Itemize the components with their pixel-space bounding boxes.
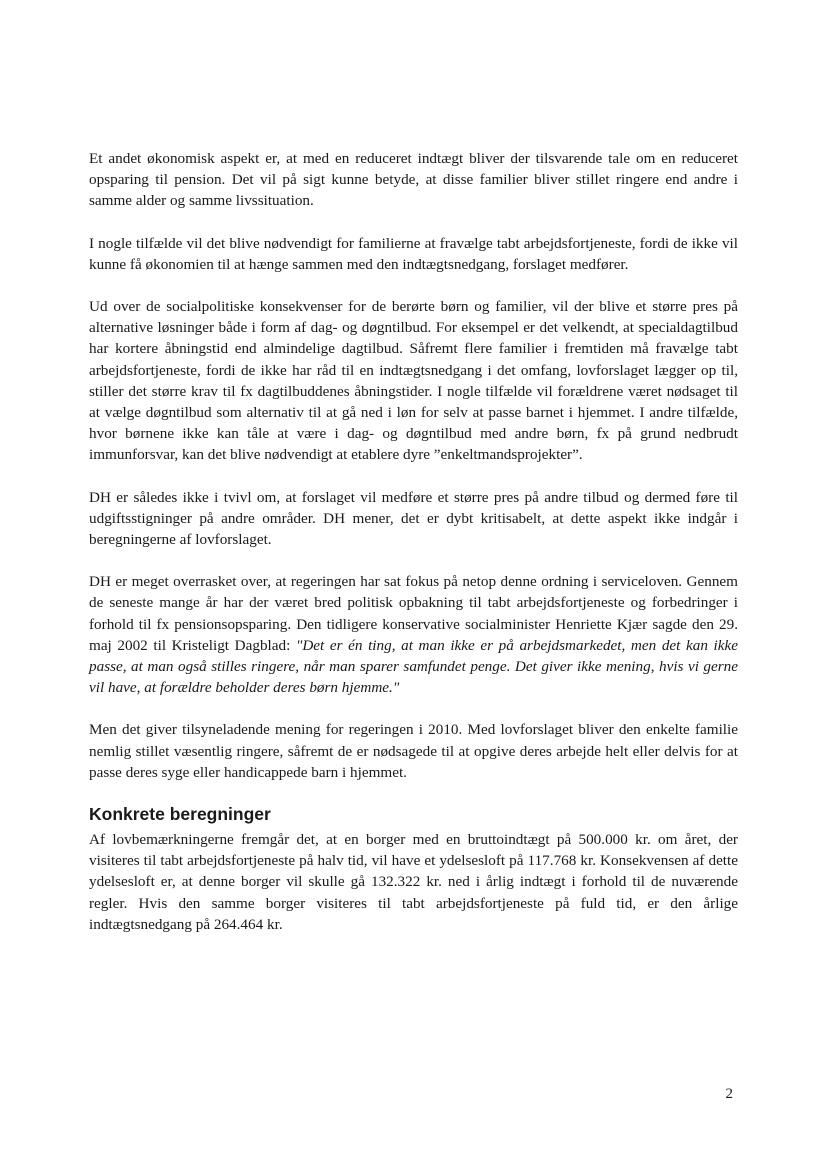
paragraph-opt-out: I nogle tilfælde vil det blive nødvendigt for familierne at fravælge tabt arbejdsfortjeneste, fordi de ikke vil kunne få økonomien til at hænge sammen med den indtægtsnedgang, forslaget medfører. [89, 234, 738, 273]
paragraph-dh-surprised-intro: DH er meget overrasket over, at regeringen har sat fokus på netop denne ordning i serviceloven. Gennem de seneste mange år har der været bred politisk opbakning til tabt arbejdsfortjeneste og forbedringer i forhold til fx pensionsopsparing. Den tidligere konservative socialminister Henriette Kjær sagde den 29. maj 2002 til Kristeligt Dagblad: [89, 573, 738, 654]
paragraph-social-consequences: Ud over de socialpolitiske konsekvenser for de berørte børn og familier, vil der blive et større pres på alternative løsninger både i form af dag- og døgntilbud. For eksempel er det velkendt, at specialdagtilbud har kortere åbningstid end almindelige dagtilbud. Såfremt flere familier i fremtiden må fravælge tabt arbejdsfortjeneste, fordi de ikke har råd til en indtægtsnedgang i det omfang, lovforslaget lægger op til, stiller det større krav til fx dagtilbuddenes åbningstider. I nogle tilfælde vil forældrene været nødsaget til at vælge døgntilbud som alternativ til at gå ned i løn for selv at passe barnet i hjemmet. I andre tilfælde, hvor børnene ikke kan tåle at være i dag- og døgntilbud med andre børn, fx på grund nedbrudt immunforsvar, kan det blive nødvendigt at etablere dyre ”enkeltmandsprojekter”. [89, 298, 738, 464]
paragraph-pension-aspect: Et andet økonomisk aspekt er, at med en reduceret indtægt bliver der tilsvarende tale om en reduceret opsparing til pension. Det vil på sigt kunne betyde, at disse familier bliver stillet ringere end andre i samme alder og samme livssituation. [89, 150, 738, 210]
paragraph-dh-surprised [89, 571, 738, 698]
paragraph-government-2010: Men det giver tilsyneladende mening for regeringen i 2010. Med lovforslaget bliver den enkelte familie nemlig stillet væsentlig ringere, såfremt de er nødsagede til at opgive deres arbejde helt eller delvis for at passe deres syge eller handicappede barn i hjemmet. [89, 721, 738, 781]
document-body [89, 148, 738, 957]
page-number: 2 [725, 1086, 733, 1102]
minister-quote: "Det er én ting, at man ikke er på arbejdsmarkedet, men det kan ikke passe, at man også stilles ringere, når man sparer samfundet penge. Det giver ikke mening, hvis vi gerne vil have, at forældre beholder deres børn hjemme." [89, 636, 738, 697]
section-heading: Konkrete beregninger [89, 804, 271, 825]
paragraph-dh-pressure: DH er således ikke i tvivl om, at forslaget vil medføre et større pres på andre tilbud og dermed føre til udgiftsstigninger på andre områder. DH mener, det er dybt kritisabelt, at dette aspekt ikke indgår i beregningerne af lovforslaget. [89, 488, 738, 549]
paragraph-calculations: Af lovbemærkningerne fremgår det, at en borger med en bruttoindtægt på 500.000 kr. om året, der visiteres til tabt arbejdsfortjeneste på halv tid, vil have et ydelsesloft på 117.768 kr. Konsekvensen af dette ydelsesloft er, at denne borger vil skulle gå 132.322 kr. ned i årlig indtægt i forhold til de nuværende regler. Hvis den samme borger visiteres til tabt arbejdsfortjeneste på fuld tid, er den årlige indtægtsnedgang på 264.464 kr. [89, 831, 738, 933]
